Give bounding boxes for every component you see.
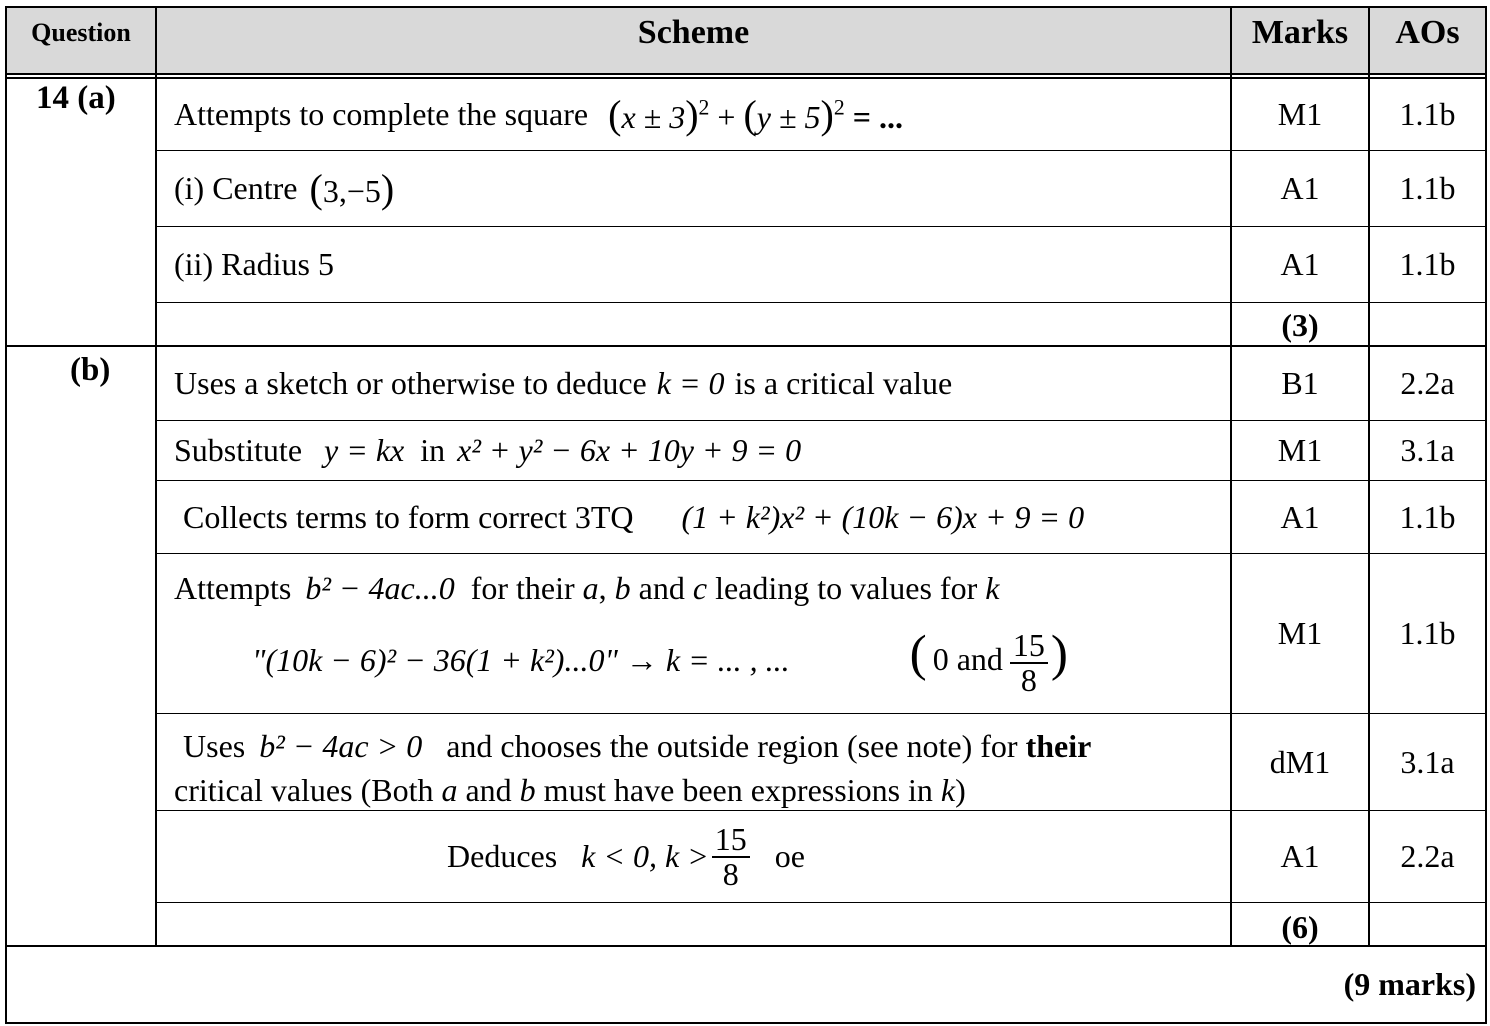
header-aos: AOs	[1395, 14, 1460, 51]
scheme-b-4-line1: Attempts b² − 4ac...0 for their a , b and c leading to values for k	[174, 569, 1000, 606]
total-marks: (9 marks)	[1343, 966, 1476, 1002]
header-question: Question	[31, 18, 131, 47]
critical-values: ( 0 and $\frac{15}{8}$ )	[909, 624, 1068, 698]
border-right	[1485, 6, 1487, 1024]
scheme-b-2: Substitute y = kx in x² + y² − 6x + 10y + 9 = 0	[174, 432, 802, 468]
eq-power: 2	[833, 95, 845, 120]
border-bottom	[5, 1022, 1487, 1024]
scheme-text: Attempts to complete the square	[174, 96, 589, 132]
ao-a-3: 1.1b	[1399, 246, 1456, 282]
scheme-b-3: Collects terms to form correct 3TQ (1 + k²)x² + (10k − 6)x + 9 = 0	[183, 498, 1085, 535]
scheme-b-1: Uses a sketch or otherwise to deduce k = 0 is a critical value	[174, 365, 953, 401]
ao-b-6: 2.2a	[1400, 838, 1455, 874]
mark-b-5: dM1	[1269, 743, 1331, 780]
scheme-b-4-line2: "(10k − 6)² − 36(1 + k²)...0" → k = ... , ... ( 0 and $\frac{15}{8}$ )	[252, 624, 1068, 698]
scheme-text: (i) Centre	[174, 170, 298, 206]
ao-b-4: 1.1b	[1399, 615, 1456, 651]
mark-b-1: B1	[1281, 365, 1319, 401]
eq-power: 2	[698, 95, 710, 120]
eq-tail: = ...	[852, 99, 903, 135]
scheme-a-3: (ii) Radius 5	[174, 246, 334, 282]
header-rule-1	[5, 73, 1487, 75]
question-label-a: 14 (a)	[36, 80, 116, 116]
ao-b-1: 2.2a	[1400, 365, 1455, 401]
scheme-a-1	[157, 79, 1230, 150]
question-label-b: (b)	[70, 352, 111, 388]
ao-b-5: 3.1a	[1400, 743, 1455, 780]
fraction: $\frac{15}{8}$	[1010, 629, 1048, 696]
mark-b-2: M1	[1277, 432, 1323, 468]
mark-a-2: A1	[1280, 170, 1320, 206]
scheme-b-6: Deduces k < 0, k > $\frac{15}{8}$ oe	[447, 820, 805, 892]
ao-b-3: 1.1b	[1399, 498, 1456, 535]
subtotal-a: (3)	[1281, 307, 1319, 343]
mark-b-3: A1	[1280, 498, 1320, 535]
ao-a-1: 1.1b	[1399, 96, 1456, 132]
header-marks: Marks	[1251, 14, 1349, 51]
square-equation: $(x \pm 3)^2 + (y \pm 5)^2$ = ...	[608, 92, 903, 137]
eq-term: y ± 5	[756, 99, 821, 135]
mark-a-3: A1	[1280, 246, 1320, 282]
eq-term: x ± 3	[621, 99, 686, 135]
subtotal-b: (6)	[1281, 908, 1319, 945]
mark-a-1: M1	[1277, 96, 1323, 132]
header-scheme: Scheme	[637, 14, 750, 51]
scheme-b-5-line2: critical values (Both a and b must have been expressions in k )	[174, 771, 966, 808]
centre-coordinates: (3,−5)	[309, 166, 395, 211]
fraction: $\frac{15}{8}$	[712, 823, 750, 890]
border-left	[5, 6, 7, 1024]
scheme-a-2	[157, 151, 1230, 226]
mark-b-6: A1	[1280, 838, 1320, 874]
scheme-b-5-line1: Uses b² − 4ac > 0 and chooses the outside region (see note) for their	[183, 727, 1092, 764]
ao-b-2: 3.1a	[1400, 432, 1455, 468]
mark-b-4: M1	[1277, 615, 1323, 651]
ao-a-2: 1.1b	[1399, 170, 1456, 206]
